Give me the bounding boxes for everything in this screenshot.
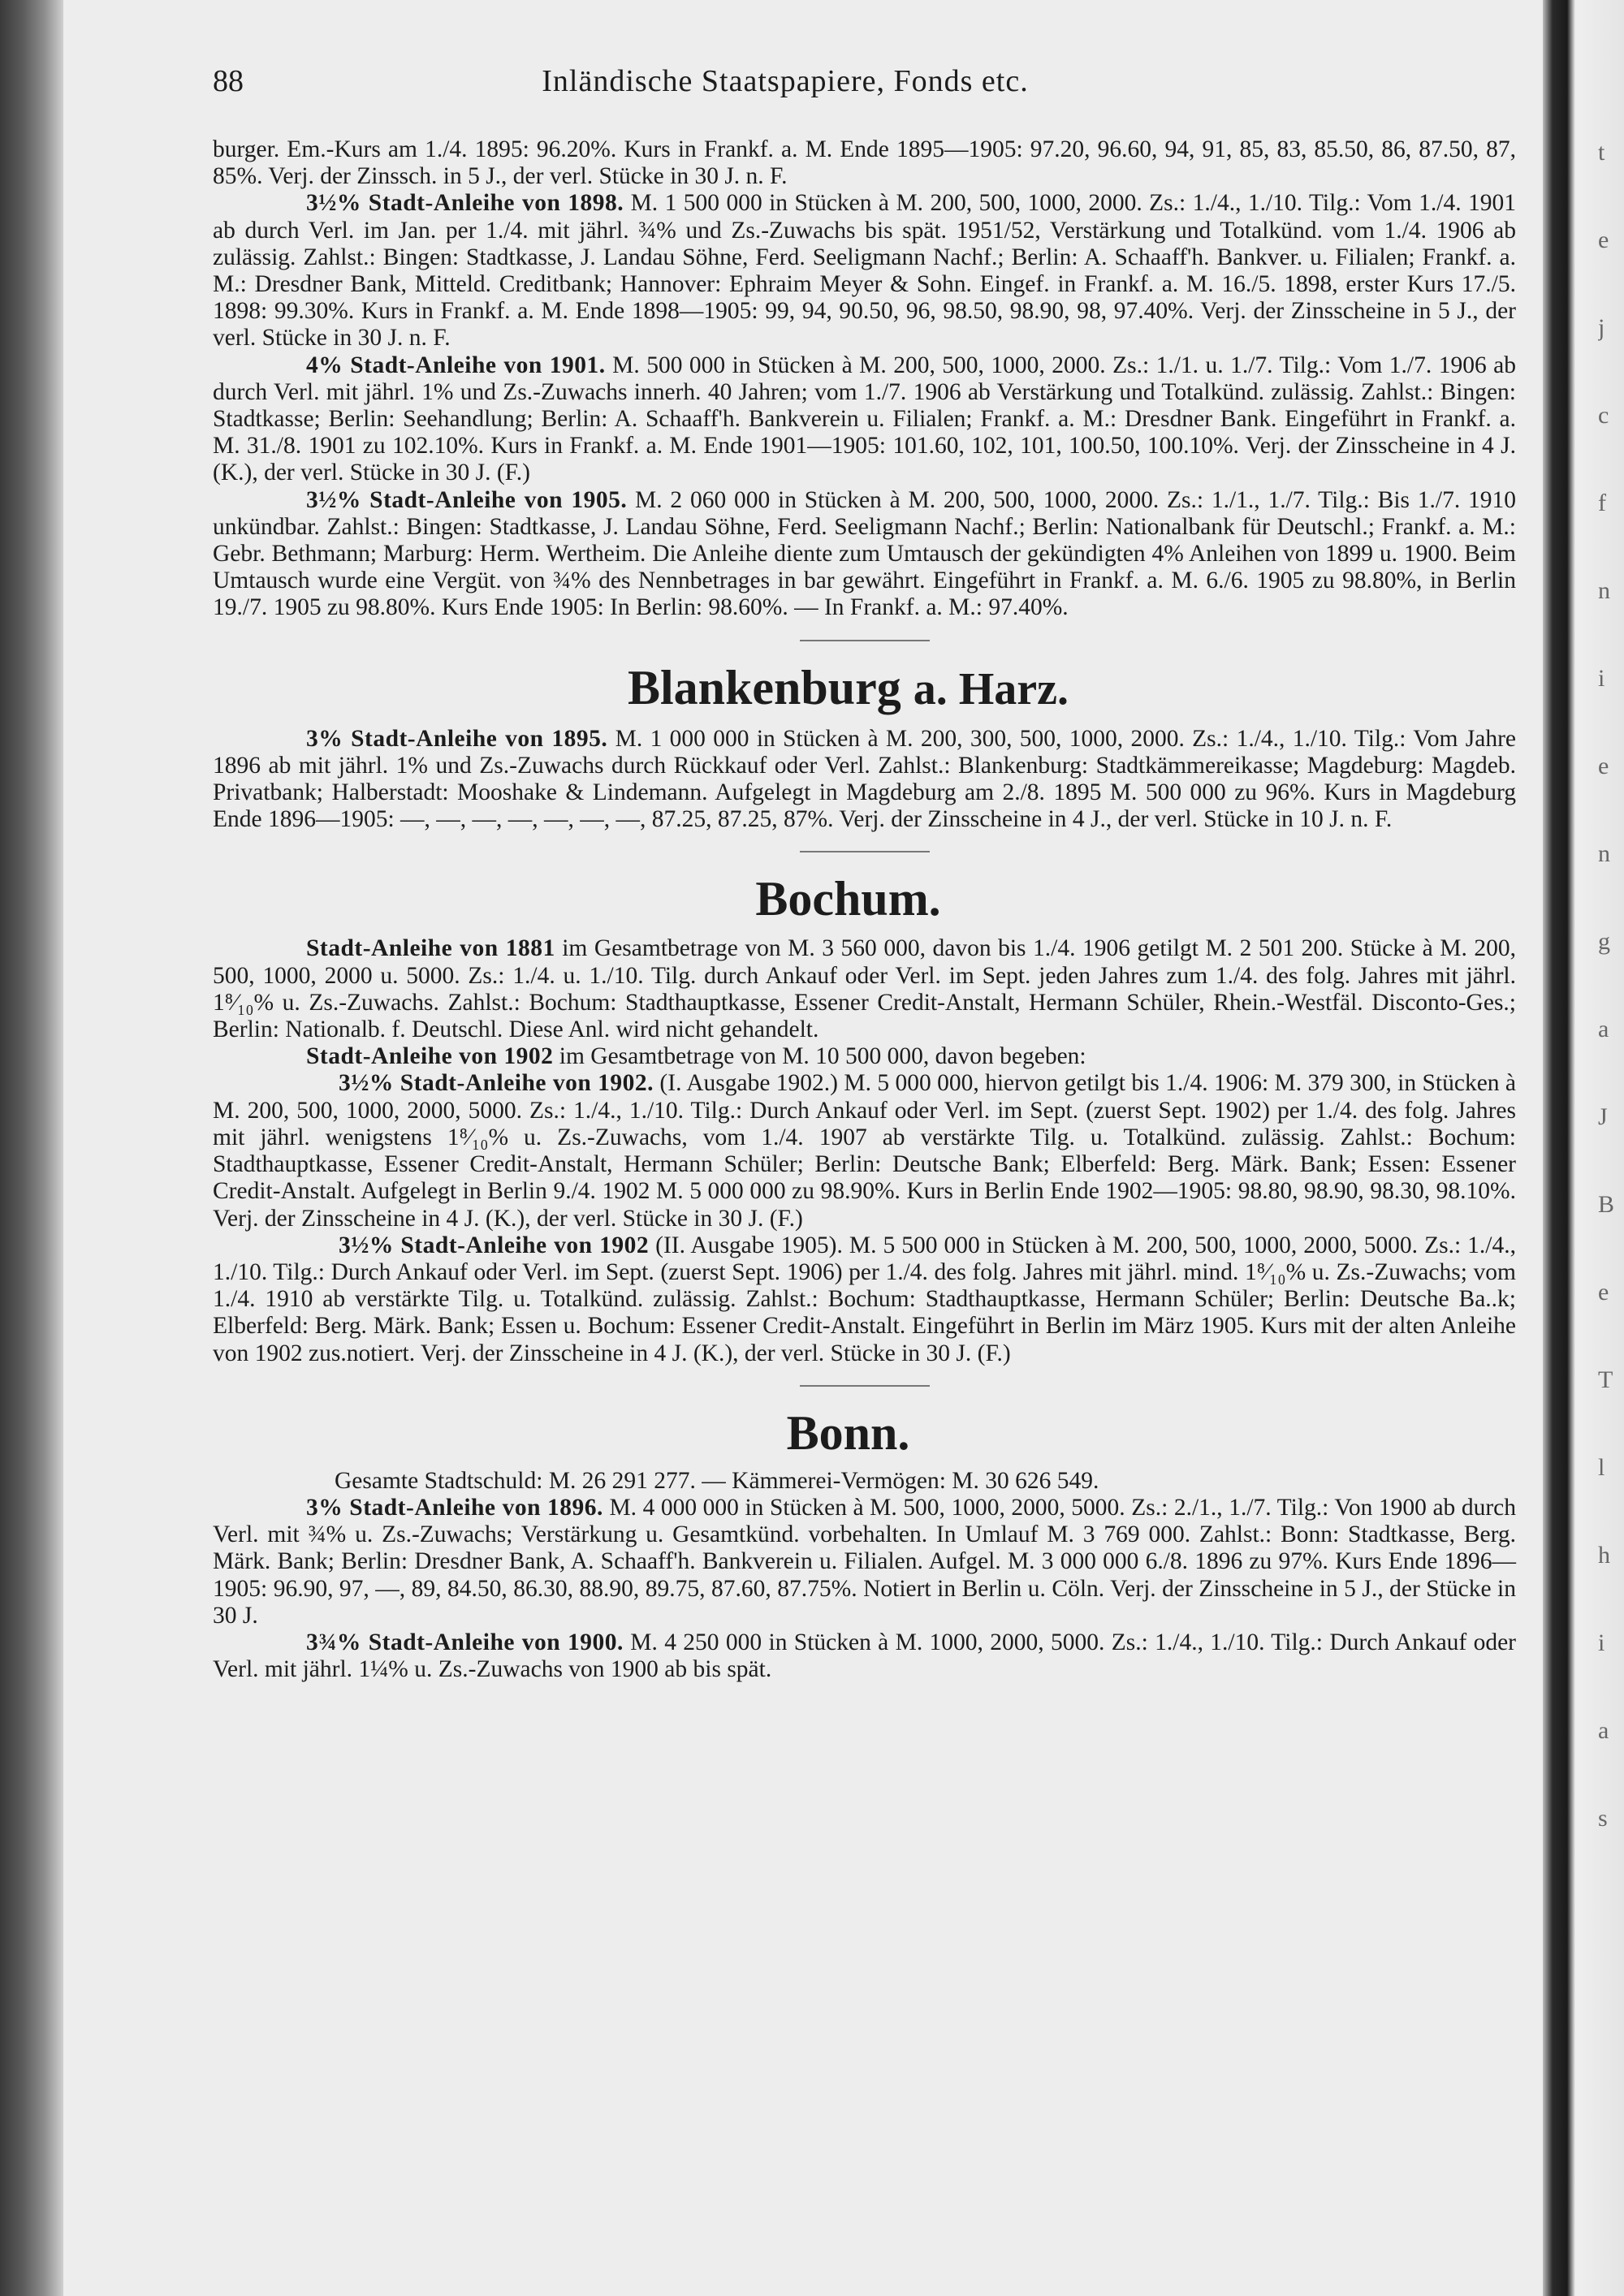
- bleed-letter: B: [1598, 1191, 1615, 1218]
- loan-body: M. 1 500 000 in Stücken à M. 200, 500, 1000, 2000. Zs.: 1./4., 1./10. Tilg.: Vom 1./4. 1901 ab durch Verl. im Jan. per 1./4. mit jährl. ¾% und Zs.-Zuwachs bis spät. 1951/52, Verstärkung und Totalkünd. vom 1./4. 1906 ab zulässig. Zahlst.: Bingen: Stadtkasse, J. Landau Söhne, Ferd. Seeligmann Nachf.; Berlin: A. Schaaff'h. Bankver. u. Filialen; Frankf. a. M.: Dresdner Bank, Mitteld. Creditbank; Hannover: Ephraim Meyer & Sohn. Eingef. in Frankf. a. M. 16./5. 1898, erster Kurs 17./5. 1898: 99.30%. Kurs in Frankf. a. M. Ende 1898—1905: 99, 94, 90.50, 96, 98.50, 98.90, 98, 97.40%. Verj. der Zinsscheine in 5 J., der verl. Stücke in 30 J. n. F.: [213, 190, 1517, 352]
- loan-body: M. 4 000 000 in Stücken à M. 500, 1000, 2000, 5000. Zs.: 2./1., 1./7. Tilg.: Von 1900 ab durch Verl. mit ¾% u. Zs.-Zuwachs; Verstärkung u. Gesamtkünd. vorbehalten. In Umlauf M. 3 769 000. Zahlst.: Bonn: Stadtkasse, Berg. Märk. Bank; Berlin: Dresdner Bank, A. Schaaff'h. Bankverein u. Filialen. Aufgel. M. 3 000 000 6./8. 1896 zu 97%. Kurs Ende 1896—1905: 96.90, 97, —, 89, 84.50, 86.30, 88.90, 89.75, 87.60, 87.75%. Notiert in Berlin u. Cöln. Verj. der Zinsscheine in 5 J., der Stücke in 30 J.: [213, 1494, 1516, 1629]
- loan-body: (I. Ausgabe 1902.) M. 5 000 000, hiervon getilgt bis 1./4. 1906: M. 379 300, in Stücken à M. 200, 500, 1000, 2000, 5000. Zs.: 1./4., 1./10. Tilg.: Durch Ankauf oder Verl. im Sept. (zuerst Sept. 1902) per 1./4. des folg. Jahres mit jährl. wenigstens 1⁸⁄₁₀% u. Zs.-Zuwachs, vom 1./4. 1907 ab verstärkte Tilg. u. Totalkünd. zulässig. Zahlst.: Bochum: Stadthauptkasse, Essener Credit-Anstalt, Hermann Schüler; Berlin: Deutsche Bank; Elberfeld: Berg. Märk. Bank; Essen: Essener Credit-Anstalt. Aufgelegt in Berlin 9./4. 1902 M. 5 000 000 zu 98.90%. Kurs in Berlin Ende 1902—1905: 98.80, 98.90, 98.30, 98.10%. Verj. der Zinsscheine in 4 J. (K.), der verl. Stücke in 30 J. (F.): [213, 1070, 1517, 1232]
- bleed-letter: n: [1598, 577, 1610, 604]
- loan-title: 3% Stadt-Anleihe von 1896.: [306, 1494, 603, 1521]
- loan-body: M. 500 000 in Stücken à M. 200, 500, 1000, 2000. Zs.: 1./1. u. 1./7. Tilg.: Vom 1./7. 1906 ab durch Verl. mit jährl. 1% und Zs.-Zuwachs innerh. 40 Jahren; vom 1./7. 1906 ab Verstärkung und Totalkünd. zulässig. Zahlst.: Bingen: Stadtkasse; Berlin: Seehandlung; Berlin: A. Schaaff'h. Bankverein u. Filialen; Frankf. a. M.: Dresdner Bank. Eingeführt in Frankf. a. M. 31./8. 1901 zu 102.10%. Kurs in Frankf. a. M. Ende 1901—1905: 101.60, 102, 101, 100.50, 100.10%. Verj. der Zinsscheine in 4 J. (K.), der verl. Stücke in 30 J. (F.): [213, 352, 1517, 486]
- adjacent-page-bleed: [1598, 0, 1622, 2296]
- loan-title: 3½% Stadt-Anleihe von 1902: [339, 1232, 650, 1258]
- bleed-letter: n: [1598, 840, 1610, 867]
- bleed-letter: h: [1598, 1542, 1610, 1569]
- heading-suffix: a. Harz.: [913, 663, 1069, 714]
- section-heading-blankenburg: [213, 659, 1516, 718]
- bleed-letter: T: [1598, 1366, 1613, 1393]
- bingen-loan-1901: [213, 352, 1516, 487]
- loan-body: im Gesamtbetrage von M. 3 560 000, davon bis 1./4. 1906 getilgt M. 2 501 200. Stücke à M. 200, 500, 1000, 2000 u. 5000. Zs.: 1./4. u. 1./10. Tilg. durch Ankauf oder Verl. im Sept. jeden Jahres zum 1./4. des folg. Jahres mit jährl. 1⁸⁄₁₀% u. Zs.-Zuwachs. Zahlst.: Bochum: Stadthauptkasse, Essener Credit-Anstalt, Hermann Schüler, Rhein.-Westfäl. Disconto-Ges.; Berlin: Nationalb. f. Deutschl. Diese Anl. wird nicht gehandelt.: [213, 935, 1516, 1043]
- bleed-letter: t: [1598, 139, 1605, 166]
- bochum-loan-1881: [213, 935, 1516, 1043]
- loan-title: 3½% Stadt-Anleihe von 1905.: [306, 486, 628, 513]
- section-heading-bochum: Bochum.: [755, 872, 941, 926]
- bleed-letter: e: [1598, 753, 1609, 779]
- loan-title: Stadt-Anleihe von 1902: [306, 1043, 554, 1070]
- loan-body: (II. Ausgabe 1905). M. 5 500 000 in Stücken à M. 200, 500, 1000, 2000, 5000. Zs.: 1./4., 1./10. Tilg.: Durch Ankauf oder Verl. im Sept. (zuerst Sept. 1906) per 1./4. des folg. Jahres mit jährl. mind. 1⁸⁄₁₀% u. Zs.-Zuwachs; vom 1./4. 1910 ab verstärkte Tilg. u. Totalkünd. zulässig. Zahlst.: Bochum: Stadthauptkasse, Hermann Schüler; Berlin: Deutsche Ba..k; Elberfeld: Berg. Märk. Bank; Essen u. Bochum: Essener Credit-Anstalt. Eingeführt in Berlin im März 1905. Kurs mit der alten Anleihe von 1902 zus.notiert. Verj. der Zinsscheine in 4 J. (K.), der verl. Stücke in 30 J. (F.): [213, 1232, 1517, 1366]
- bingen-loan-1905: [213, 487, 1516, 622]
- bleed-letter: s: [1598, 1805, 1608, 1832]
- heading-text: Blankenburg: [627, 660, 901, 714]
- bonn-debt-summary: Gesamte Stadtschuld: M. 26 291 277. — Kämmerei-Vermögen: M. 30 626 549.: [335, 1467, 1099, 1494]
- bonn-loan-1900: [213, 1629, 1516, 1683]
- bleed-letter: f: [1598, 490, 1606, 516]
- bleed-letter: i: [1598, 1629, 1605, 1656]
- bingen-loan-1898: [213, 190, 1516, 352]
- intro-paragraph: burger. Em.-Kurs am 1./4. 1895: 96.20%. Kurs in Frankf. a. M. Ende 1895—1905: 97.20, 96.60, 94, 91, 85, 83, 85.50, 86, 87.50, 87, 85%. Verj. der Zinssch. in 5 J., der verl. Stücke in 30 J. n. F.: [213, 136, 1516, 190]
- book-binding-shadow: [0, 0, 63, 2296]
- loan-body: M. 1 000 000 in Stücken à M. 200, 300, 500, 1000, 2000. Zs.: 1./4., 1./10. Tilg.: Vom Jahre 1896 ab mit jährl. 1% und Zs.-Zuwachs durch Rückkauf oder Verl. Zahlst.: Blankenburg: Stadtkämmereikasse; Magdeburg: Magdeb. Privatbank; Halberstadt: Mooshake & Lindemann. Aufgelegt in Magdeburg am 2./8. 1895 M. 500 000 zu 96%. Kurs in Magdeburg Ende 1896—1905: —, —, —, —, —, —, —, 87.25, 87.25, 87%. Verj. der Zinsscheine in 4 J., der verl. Stücke in 10 J. n. F.: [213, 725, 1517, 833]
- page-number: 88: [213, 64, 244, 98]
- bleed-letter: l: [1598, 1454, 1605, 1481]
- bleed-letter: J: [1598, 1103, 1608, 1130]
- loan-body: M. 4 250 000 in Stücken à M. 1000, 2000, 5000. Zs.: 1./4., 1./10. Tilg.: Durch Ankauf oder Verl. mit jährl. 1¼% u. Zs.-Zuwachs von 1900 ab bis spät.: [213, 1629, 1516, 1683]
- bleed-letter: c: [1598, 402, 1609, 429]
- loan-title: Stadt-Anleihe von 1881: [306, 935, 555, 962]
- bleed-letter: g: [1598, 928, 1610, 955]
- section-heading-bonn: Bonn.: [786, 1405, 910, 1460]
- loan-title: 3½% Stadt-Anleihe von 1898.: [306, 190, 624, 217]
- bleed-letter: i: [1598, 665, 1605, 692]
- loan-title: 4% Stadt-Anleihe von 1901.: [306, 352, 606, 378]
- bleed-letter: a: [1598, 1717, 1609, 1744]
- bleed-letter: e: [1598, 1279, 1609, 1306]
- loan-title: 3¾% Stadt-Anleihe von 1900.: [306, 1629, 624, 1655]
- blankenburg-loan-1895: [213, 726, 1516, 834]
- loan-body: im Gesamtbetrage von M. 10 500 000, davon begeben:: [559, 1043, 1086, 1070]
- page-body: [213, 136, 1516, 1683]
- bochum-loan-1902: [213, 1043, 1516, 1070]
- loan-title: 3½% Stadt-Anleihe von 1902.: [339, 1070, 654, 1097]
- bochum-loan-1902-issue-2: [213, 1232, 1516, 1367]
- loan-body: M. 2 060 000 in Stücken à M. 200, 500, 1000, 2000. Zs.: 1./1., 1./7. Tilg.: Bis 1./7. 1910 unkündbar. Zahlst.: Bingen: Stadtkasse, J. Landau Söhne, Ferd. Seeligmann Nachf.; Berlin: Nationalbank für Deutschl.; Frankf. a. M.: Gebr. Bethmann; Marburg: Herm. Wertheim. Die Anleihe diente zum Umtausch der gekündigten 4% Anleihen von 1899 u. 1900. Beim Umtausch wurde eine Vergüt. von ¾% des Nennbetrages in bar gewährt. Eingeführt in Frankf. a. M. 6./6. 1905 zu 98.80%, in Berlin 19./7. 1905 zu 98.80%. Kurs Ende 1905: In Berlin: 98.60%. — In Frankf. a. M.: 97.40%.: [213, 486, 1517, 621]
- loan-title: 3% Stadt-Anleihe von 1895.: [306, 725, 608, 752]
- bochum-loan-1902-issue-1: [213, 1070, 1516, 1232]
- page-header: [213, 63, 1520, 104]
- bleed-letter: j: [1598, 314, 1605, 341]
- bonn-loan-1896: [213, 1495, 1516, 1629]
- running-head: Inländische Staatspapiere, Fonds etc.: [542, 64, 1029, 98]
- bleed-letter: a: [1598, 1016, 1609, 1042]
- bleed-letter: e: [1598, 227, 1609, 253]
